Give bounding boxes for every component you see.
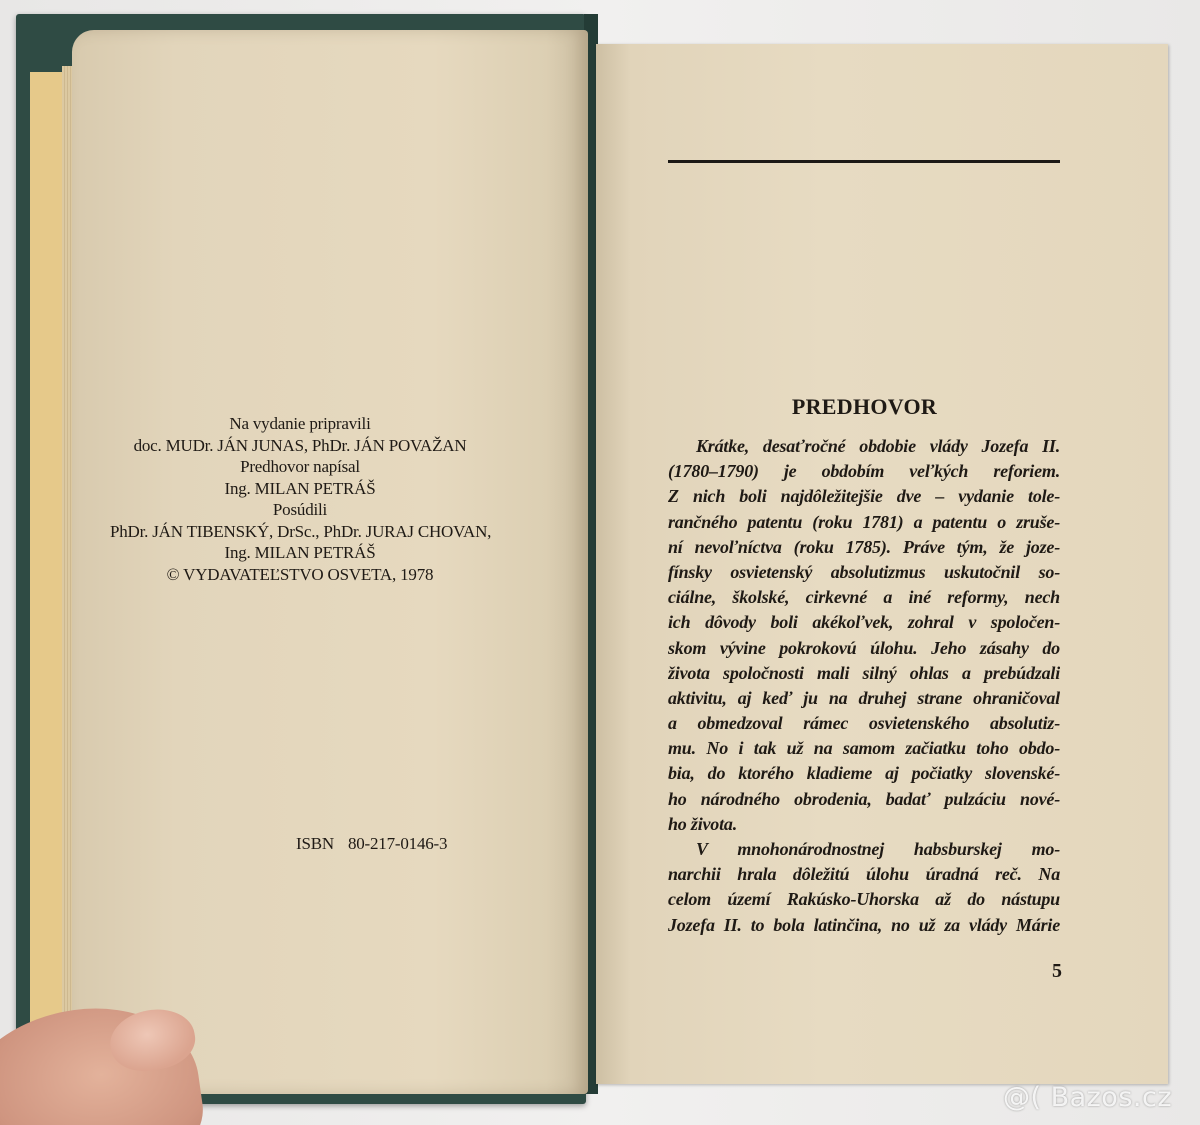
text-line: a obmedzoval rámec osvietenského absolutiz- (668, 713, 1060, 734)
text-line: Z nich boli najdôležitejšie dve – vydanie tole- (668, 486, 1060, 507)
text-line: celom území Rakúsko-Uhorska až do nástupu (668, 889, 1060, 910)
text-line: rančného patentu (roku 1781) a patentu o zruše- (668, 511, 1060, 532)
body-text (668, 434, 1060, 938)
text-line: fínsky osvietenský absolutizmus uskutočnil so- (668, 561, 1060, 582)
imprint-line: Posúdili (272, 500, 328, 519)
text-line: ich dôvody boli akékoľvek, zohral v spoločen- (668, 612, 1060, 633)
isbn-label: ISBN (296, 834, 334, 853)
imprint-line: doc. MUDr. JÁN JUNAS, PhDr. JÁN POVAŽAN (133, 435, 467, 455)
imprint-block (110, 413, 490, 585)
text-line: narchii hrala dôležitú úlohu úradná reč. Na (668, 864, 1060, 885)
text-line: mu. No i tak už na samom začiatku toho obdo- (668, 738, 1060, 759)
text-line: ciálne, školské, cirkevné a iné reformy, nech (668, 587, 1060, 608)
imprint-line: Predhovor napísal (240, 457, 360, 476)
text-line: ho života. (668, 813, 738, 834)
text-line: (1780–1790) je obdobím veľkých reforiem. (668, 461, 1060, 482)
isbn (296, 834, 447, 854)
imprint-line: PhDr. JÁN TIBENSKÝ, DrSc., PhDr. JURAJ CHOVAN, (110, 521, 492, 541)
text-line: života spoločnosti mali silný ohlas a prebúdzali (668, 662, 1060, 683)
imprint-line: Na vydanie pripravili (229, 414, 371, 433)
text-line: V mnohonárodnostnej habsburskej mo- (696, 839, 1060, 859)
imprint-line: Ing. MILAN PETRÁŠ (224, 478, 376, 498)
text-line: ho národného obrodenia, badať pulzáciu nové- (668, 788, 1060, 809)
imprint-line: Ing. MILAN PETRÁŠ (224, 543, 376, 562)
text-line: ní nevoľníctva (roku 1785). Práve tým, že joze- (668, 536, 1060, 557)
imprint-line: © VYDAVATEĽSTVO OSVETA, 1978 (166, 564, 434, 584)
text-line: Krátke, desaťročné obdobie vlády Jozefa II. (696, 436, 1060, 456)
text-line: Jozefa II. to bola latinčina, no už za vlády Márie (668, 914, 1060, 935)
header-rule (668, 160, 1060, 163)
page-number: 5 (1052, 960, 1062, 982)
text-line: bia, do ktorého kladieme aj počiatky slovenské- (668, 763, 1060, 784)
isbn-number: 80-217-0146-3 (347, 834, 448, 853)
chapter-heading: PREDHOVOR (791, 394, 938, 419)
watermark: @( Bazos.cz (1002, 1082, 1172, 1113)
text-line: skom vývine pokrokovú úlohu. Jeho zásahy do (668, 637, 1060, 658)
text-line: aktivitu, aj keď ju na druhej strane ohraničoval (668, 687, 1060, 708)
